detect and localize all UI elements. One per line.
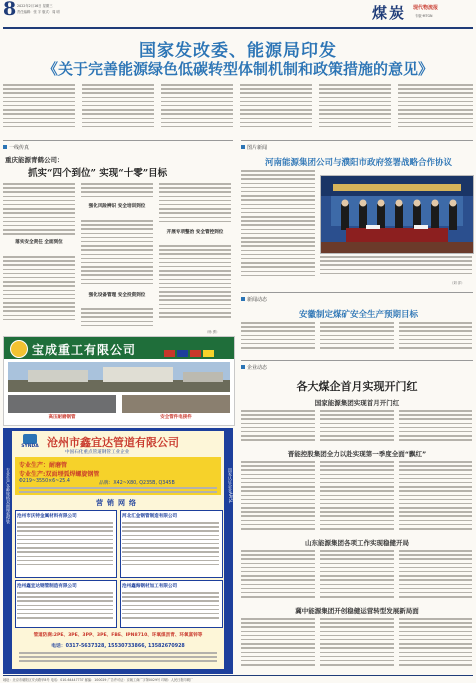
paper-name: 现代物流报	[413, 5, 439, 11]
flag-icons	[164, 342, 214, 361]
coal-sub-3: 山东能源集团各项工作实现稳健开局	[305, 539, 409, 547]
page-number: 8	[3, 0, 17, 20]
section-label-new-trends: 新闻动态	[241, 296, 267, 303]
henan-credit: （刘 洋）	[450, 281, 465, 285]
masthead	[0, 0, 476, 30]
baocheng-company-name: 宝成重工有限公司	[32, 343, 137, 357]
coal-title: 各大煤企首月实现开门红	[296, 380, 418, 393]
baocheng-caption-left: 高压耐磨钢管	[48, 415, 76, 420]
baocheng-logo-icon	[10, 340, 28, 358]
section-marker-icon	[241, 145, 245, 149]
factory-photo	[8, 362, 230, 392]
section-marker-icon	[241, 365, 245, 369]
chongqing-kicker: 重庆能源青鹤公司：	[5, 156, 64, 164]
synda-side-left: 专业生产各种规格双面埋弧焊管	[6, 468, 11, 524]
section-label-enterprise: 企业动态	[241, 364, 267, 371]
synda-section: 营销网络	[96, 498, 140, 507]
chongqing-byline: （杨 勇）	[205, 330, 220, 334]
synda-company-name: 沧州市鑫宜达管道有限公司	[47, 436, 179, 449]
chongqing-sub-2: 强化风险辨识 安全培训到位	[88, 204, 146, 209]
date-line: 2022年2月16日 星期三	[17, 4, 53, 8]
synda-branch-4: 沧州鑫海钢材加工有限公司	[122, 584, 178, 589]
synda-bottom-1: 管道防腐:2PE、3PE、3PP、3PE、FBE、IPN8710、环氧煤沥青、环氧富锌等	[33, 633, 203, 638]
henan-title: 河南能源集团公司与濮阳市政府签署战略合作协议	[264, 158, 452, 168]
column-code: 专版·MTGN	[415, 14, 433, 18]
synda-logo: SYNDA	[15, 434, 45, 452]
synda-spec: Φ219~3550×6~25.4	[19, 479, 70, 484]
ad-baocheng	[3, 336, 235, 426]
chongqing-sub-1: 落实安全责任 全面到位	[15, 240, 63, 245]
synda-bottom-2: 电话：0317-5637328, 15530733866, 13582670928	[51, 644, 185, 649]
synda-branch-2: 河北汇金钢管制造有限公司	[122, 514, 178, 519]
lead-title-2: 《关于完善能源绿色低碳转型体制机制和政策措施的意见》	[42, 60, 433, 78]
coal-sub-2: 晋能控股集团全力以赴实现第一季度全面“飘红”	[287, 450, 427, 458]
section-label-front-line: 一线传真	[3, 144, 29, 151]
chongqing-title: 抓实“四个到位” 实现“十零”目标	[28, 168, 168, 179]
coal-sub-4: 冀中能源集团开创稳健运营转型发展新局面	[295, 607, 419, 615]
lead-title-1: 国家发改委、能源局印发	[139, 41, 337, 61]
synda-line-1: 专业生产：耐磨管	[19, 462, 68, 469]
safety-title: 安徽制定煤矿安全生产预期目标	[298, 310, 418, 320]
editor-line: 责任编辑：张 宇 版式：周 明	[17, 10, 60, 14]
signing-ceremony-photo	[320, 175, 474, 254]
section-marker-icon	[241, 297, 245, 301]
ad-synda	[3, 428, 233, 674]
synda-logo-icon	[23, 434, 37, 444]
lead-article-body	[3, 84, 473, 132]
section-label-news-flash: 图片新闻	[241, 144, 267, 151]
synda-brands: 品牌：X42~X80, Q235B, Q345B	[99, 481, 175, 486]
footer-text: 地址：北京市朝阳区安贞路甲8号 电话：010-64447737 邮编：100029 广告许可证：京朝工商广字第0029号 印刷：人民日报印刷厂	[3, 678, 194, 682]
section-marker-icon	[3, 145, 7, 149]
synda-branch-3: 沧州鑫宜达钢管制造有限公司	[17, 584, 77, 589]
synda-side-right: 国家认证企业API5L	[228, 468, 233, 504]
chongqing-sub-4: 强化设备管理 安全投资到位	[88, 293, 146, 298]
column-name: 煤炭	[372, 4, 407, 22]
synda-branch-1: 沧州市沃特金属材料有限公司	[17, 514, 77, 519]
chongqing-sub-3: 开展专项整治 安全管控到位	[166, 230, 224, 235]
baocheng-caption-right: 安全管件电接件	[160, 415, 192, 420]
synda-line-2: 专业生产:双面埋弧焊螺旋钢管	[19, 471, 100, 478]
synda-tagline: 中国石化重点管道钢管工业企业	[65, 450, 130, 455]
coal-sub-1: 国家能源集团实现首月开门红	[314, 399, 400, 407]
